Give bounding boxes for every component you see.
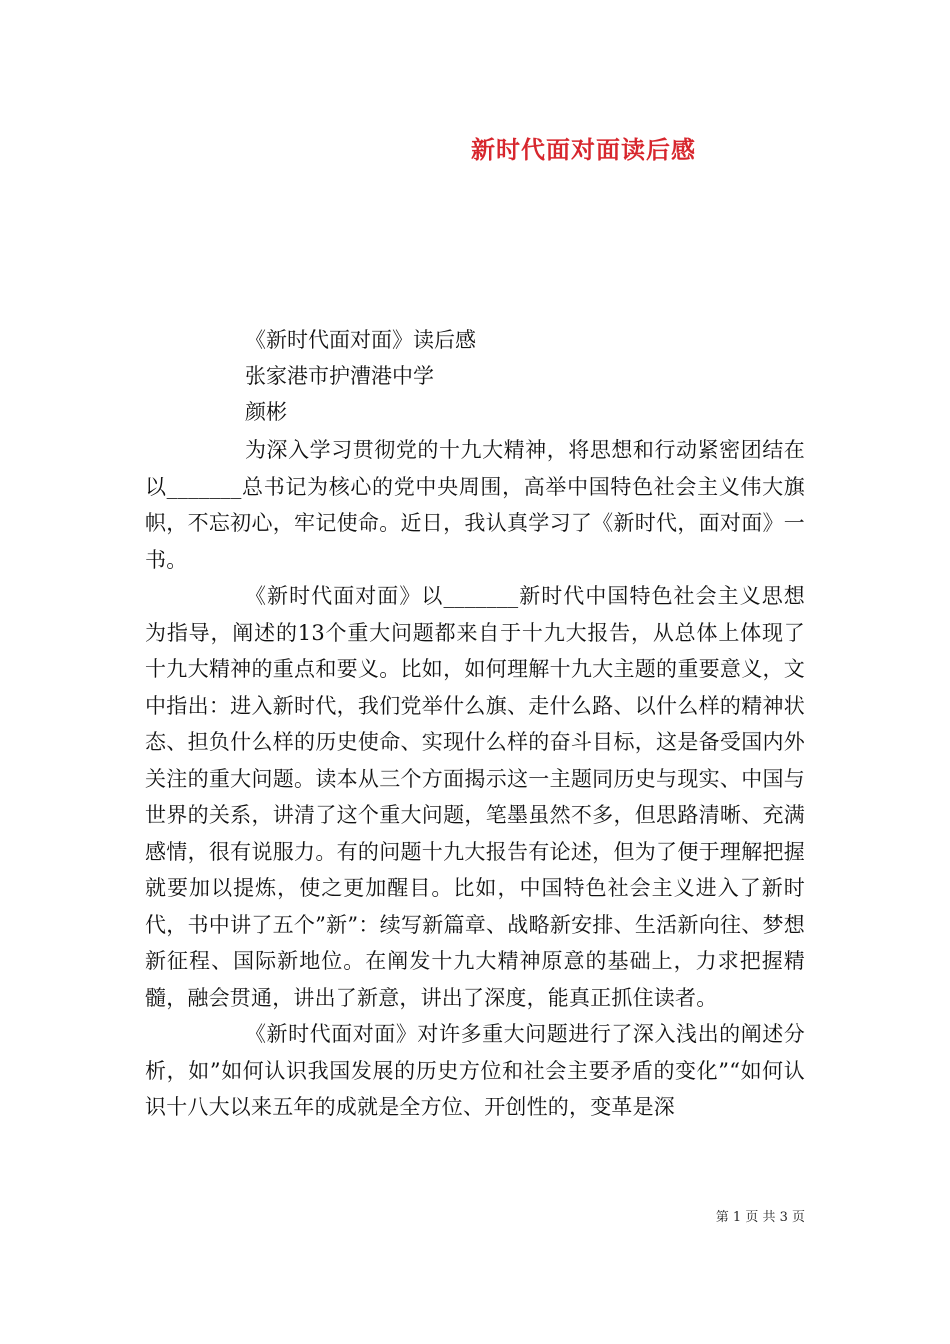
document-title: 新时代面对面读后感 xyxy=(471,135,696,164)
author-name: 颜彬 xyxy=(245,400,287,424)
paragraph-1: 为深入学习贯彻党的十九大精神，将思想和行动紧密团结在以_______总书记为核心的党中央周围，高举中国特色社会主义伟大旗帜，不忘初心，牢记使命。近日，我认真学习了《新时代，面对面》一书。 xyxy=(145,438,805,572)
paragraph-3: 《新时代面对面》对许多重大问题进行了深入浅出的阐述分析，如”如何认识我国发展的历史方位和社会主要矛盾的变化”“如何认识十八大以来五年的成就是全方位、开创性的，变革是深 xyxy=(145,1022,805,1119)
page-number: 第 1 页 共 3 页 xyxy=(715,1210,805,1225)
essay-body xyxy=(145,432,805,1126)
paragraph-2: 《新时代面对面》以_______新时代中国特色社会主义思想为指导，阐述的13个重大问题都来自于十九大报告，从总体上体现了十九大精神的重点和要义。比如，如何理解十九大主题的重要意义，文中指出：进入新时代，我们党举什么旗、走什么路、以什么样的精神状态、担负什么样的历史使命、实现什么样的奋斗目标，这是备受国内外关注的重大问题。读本从三个方面揭示这一主题同历史与现实、中国与世界的关系，讲清了这个重大问题，笔墨虽然不多，但思路清晰、充满感情，很有说服力。有的问题十九大报告有论述，但为了便于理解把握就要加以提炼，使之更加醒目。比如，中国特色社会主义进入了新时代，书中讲了五个”新”：续写新篇章、战略新安排、生活新向往、梦想新征程、国际新地位。在阐发十九大精神原意的基础上，力求把握精髓，融会贯通，讲出了新意，讲出了深度，能真正抓住读者。 xyxy=(145,584,805,1010)
essay-title: 《新时代面对面》读后感 xyxy=(245,328,476,352)
author-school: 张家港市护漕港中学 xyxy=(245,364,434,388)
